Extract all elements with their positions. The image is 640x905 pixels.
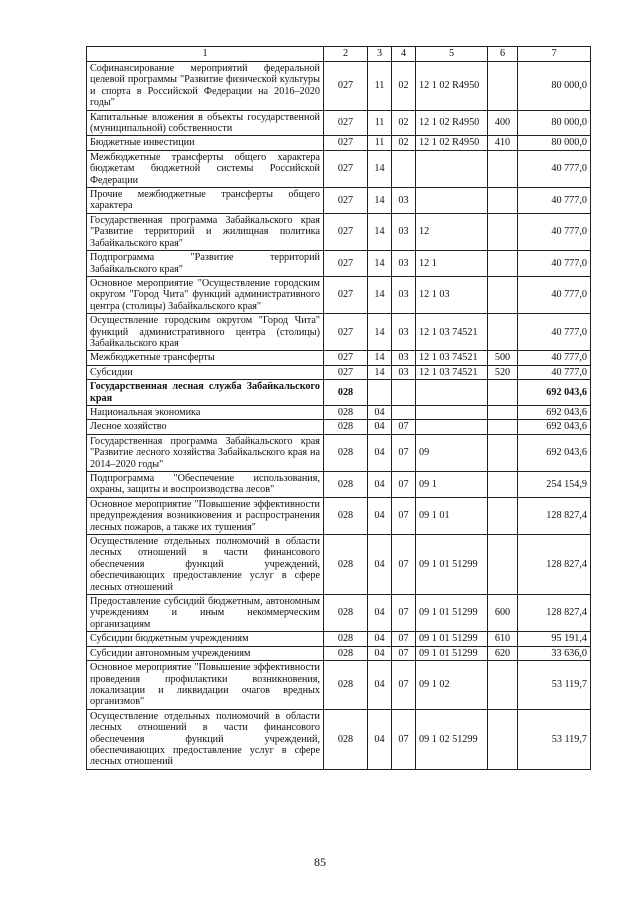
target-article-cell: 09 1 02 — [416, 661, 488, 710]
amount-cell: 80 000,0 — [518, 62, 591, 111]
table-row — [87, 62, 591, 111]
ministry-code-cell: 027 — [324, 314, 368, 351]
amount-cell: 40 777,0 — [518, 150, 591, 187]
section-code-cell: 04 — [368, 535, 392, 595]
amount-cell: 692 043,6 — [518, 380, 591, 406]
expense-type-cell — [488, 405, 518, 419]
amount-cell: 692 043,6 — [518, 405, 591, 419]
amount-cell: 40 777,0 — [518, 276, 591, 313]
table-header-row — [87, 47, 591, 62]
amount-cell: 80 000,0 — [518, 136, 591, 150]
expense-type-cell — [488, 314, 518, 351]
page-number: 85 — [314, 855, 326, 869]
table-row — [87, 136, 591, 150]
item-name-cell: Основное мероприятие "Повышение эффективности предупреждения возникновения и распространения лесных пожаров, а также их тушения" — [87, 497, 324, 534]
item-name-cell: Подпрограмма "Обеспечение использования, охраны, защиты и воспроизводства лесов" — [87, 472, 324, 498]
ministry-code-cell: 028 — [324, 632, 368, 646]
subsection-code-cell: 07 — [392, 709, 416, 769]
subsection-code-cell: 07 — [392, 472, 416, 498]
target-article-cell: 09 1 02 51299 — [416, 709, 488, 769]
subsection-code-cell: 02 — [392, 136, 416, 150]
ministry-code-cell: 027 — [324, 251, 368, 277]
section-code-cell: 14 — [368, 276, 392, 313]
table-row — [87, 632, 591, 646]
header-cell-7: 7 — [518, 47, 591, 62]
target-article-cell: 12 1 03 — [416, 276, 488, 313]
table-row — [87, 213, 591, 250]
target-article-cell: 12 1 02 R4950 — [416, 62, 488, 111]
ministry-code-cell: 028 — [324, 595, 368, 632]
item-name-cell: Межбюджетные трансферты — [87, 351, 324, 365]
ministry-code-cell: 028 — [324, 420, 368, 434]
table-row — [87, 472, 591, 498]
target-article-cell: 09 1 — [416, 472, 488, 498]
ministry-code-cell: 028 — [324, 646, 368, 660]
target-article-cell: 09 1 01 51299 — [416, 632, 488, 646]
item-name-cell: Осуществление отдельных полномочий в области лесных отношений в части финансового обеспечения функций учреждений, обеспечивающих предоставление услуг в сфере лесных отношений — [87, 535, 324, 595]
ministry-code-cell: 028 — [324, 709, 368, 769]
item-name-cell: Осуществление отдельных полномочий в области лесных отношений в части финансового обеспечения функций учреждений, обеспечивающих предоставление услуг в сфере лесных отношений — [87, 709, 324, 769]
table-row — [87, 434, 591, 471]
section-code-cell: 04 — [368, 497, 392, 534]
item-name-cell: Бюджетные инвестиции — [87, 136, 324, 150]
expense-type-cell: 500 — [488, 351, 518, 365]
section-code-cell: 04 — [368, 646, 392, 660]
amount-cell: 692 043,6 — [518, 434, 591, 471]
amount-cell: 33 636,0 — [518, 646, 591, 660]
subsection-code-cell: 02 — [392, 110, 416, 136]
subsection-code-cell — [392, 380, 416, 406]
subsection-code-cell: 07 — [392, 497, 416, 534]
expense-type-cell: 410 — [488, 136, 518, 150]
ministry-code-cell: 027 — [324, 188, 368, 214]
ministry-code-cell: 027 — [324, 365, 368, 379]
ministry-code-cell: 027 — [324, 150, 368, 187]
item-name-cell: Основное мероприятие "Повышение эффективности проведения профилактики возникновения, локализации и ликвидации очагов вредных организмов" — [87, 661, 324, 710]
amount-cell: 40 777,0 — [518, 351, 591, 365]
table-row — [87, 365, 591, 379]
target-article-cell: 12 — [416, 213, 488, 250]
ministry-code-cell: 028 — [324, 434, 368, 471]
ministry-code-cell: 027 — [324, 351, 368, 365]
subsection-code-cell: 03 — [392, 276, 416, 313]
ministry-code-cell: 027 — [324, 110, 368, 136]
header-cell-3: 3 — [368, 47, 392, 62]
expense-type-cell — [488, 497, 518, 534]
item-name-cell: Предоставление субсидий бюджетным, автономным учреждениям и иным некоммерческим организациям — [87, 595, 324, 632]
item-name-cell: Субсидии — [87, 365, 324, 379]
amount-cell: 40 777,0 — [518, 251, 591, 277]
subsection-code-cell: 03 — [392, 251, 416, 277]
section-code-cell: 11 — [368, 110, 392, 136]
item-name-cell: Прочие межбюджетные трансферты общего характера — [87, 188, 324, 214]
subsection-code-cell: 07 — [392, 535, 416, 595]
subsection-code-cell: 03 — [392, 188, 416, 214]
expense-type-cell: 400 — [488, 110, 518, 136]
ministry-code-cell: 028 — [324, 661, 368, 710]
amount-cell: 53 119,7 — [518, 709, 591, 769]
item-name-cell: Государственная программа Забайкальского края "Развитие территорий и жилищная политика Забайкальского края" — [87, 213, 324, 250]
amount-cell: 40 777,0 — [518, 314, 591, 351]
section-code-cell: 11 — [368, 62, 392, 111]
amount-cell: 128 827,4 — [518, 535, 591, 595]
header-cell-6: 6 — [488, 47, 518, 62]
expense-type-cell: 610 — [488, 632, 518, 646]
amount-cell: 128 827,4 — [518, 595, 591, 632]
target-article-cell: 09 — [416, 434, 488, 471]
target-article-cell — [416, 380, 488, 406]
amount-cell: 95 191,4 — [518, 632, 591, 646]
table-row — [87, 405, 591, 419]
amount-cell: 128 827,4 — [518, 497, 591, 534]
target-article-cell — [416, 420, 488, 434]
table-row — [87, 595, 591, 632]
item-name-cell: Лесное хозяйство — [87, 420, 324, 434]
table-row — [87, 351, 591, 365]
section-code-cell: 04 — [368, 595, 392, 632]
ministry-code-cell: 027 — [324, 276, 368, 313]
table-row — [87, 709, 591, 769]
document-page — [86, 46, 590, 770]
section-code-cell: 04 — [368, 632, 392, 646]
subsection-code-cell: 07 — [392, 646, 416, 660]
table-row — [87, 251, 591, 277]
item-name-cell: Осуществление городским округом "Город Чита" функций административного центра (столицы) Забайкальского края — [87, 314, 324, 351]
expense-type-cell — [488, 188, 518, 214]
section-code-cell: 14 — [368, 351, 392, 365]
ministry-code-cell: 027 — [324, 136, 368, 150]
ministry-code-cell: 027 — [324, 213, 368, 250]
target-article-cell: 12 1 03 74521 — [416, 314, 488, 351]
expense-type-cell — [488, 380, 518, 406]
section-code-cell: 14 — [368, 251, 392, 277]
ministry-code-cell: 027 — [324, 62, 368, 111]
target-article-cell: 12 1 03 74521 — [416, 365, 488, 379]
expense-type-cell: 600 — [488, 595, 518, 632]
ministry-code-cell: 028 — [324, 380, 368, 406]
expense-type-cell — [488, 661, 518, 710]
item-name-cell: Межбюджетные трансферты общего характера бюджетам бюджетной системы Российской Федерации — [87, 150, 324, 187]
section-code-cell: 04 — [368, 472, 392, 498]
table-row — [87, 276, 591, 313]
expense-type-cell — [488, 62, 518, 111]
item-name-cell: Субсидии бюджетным учреждениям — [87, 632, 324, 646]
section-code-cell: 14 — [368, 314, 392, 351]
budget-table — [86, 46, 591, 770]
target-article-cell: 09 1 01 — [416, 497, 488, 534]
subsection-code-cell: 07 — [392, 661, 416, 710]
subsection-code-cell: 03 — [392, 314, 416, 351]
expense-type-cell — [488, 150, 518, 187]
table-row — [87, 314, 591, 351]
item-name-cell: Основное мероприятие "Осуществление городским округом "Город Чита" функций административного центра (столицы) Забайкальского края" — [87, 276, 324, 313]
expense-type-cell — [488, 420, 518, 434]
expense-type-cell — [488, 251, 518, 277]
amount-cell: 40 777,0 — [518, 188, 591, 214]
amount-cell: 80 000,0 — [518, 110, 591, 136]
section-code-cell: 14 — [368, 365, 392, 379]
expense-type-cell — [488, 276, 518, 313]
section-code-cell: 04 — [368, 420, 392, 434]
expense-type-cell — [488, 213, 518, 250]
expense-type-cell — [488, 434, 518, 471]
header-cell-5: 5 — [416, 47, 488, 62]
table-row — [87, 380, 591, 406]
subsection-code-cell: 07 — [392, 595, 416, 632]
target-article-cell — [416, 188, 488, 214]
item-name-cell: Государственная программа Забайкальского края "Развитие лесного хозяйства Забайкальского края на 2014–2020 годы" — [87, 434, 324, 471]
item-name-cell: Подпрограмма "Развитие территорий Забайкальского края" — [87, 251, 324, 277]
subsection-code-cell: 03 — [392, 365, 416, 379]
header-cell-4: 4 — [392, 47, 416, 62]
ministry-code-cell: 028 — [324, 405, 368, 419]
ministry-code-cell: 028 — [324, 472, 368, 498]
target-article-cell: 12 1 — [416, 251, 488, 277]
item-name-cell: Государственная лесная служба Забайкальского края — [87, 380, 324, 406]
table-row — [87, 150, 591, 187]
target-article-cell: 12 1 02 R4950 — [416, 136, 488, 150]
section-code-cell: 11 — [368, 136, 392, 150]
expense-type-cell — [488, 535, 518, 595]
table-row — [87, 535, 591, 595]
table-row — [87, 188, 591, 214]
item-name-cell: Софинансирование мероприятий федеральной целевой программы "Развитие физической культуры и спорта в Российской Федерации на 2016–2020 годы" — [87, 62, 324, 111]
subsection-code-cell — [392, 405, 416, 419]
amount-cell: 53 119,7 — [518, 661, 591, 710]
amount-cell: 692 043,6 — [518, 420, 591, 434]
target-article-cell: 09 1 01 51299 — [416, 646, 488, 660]
subsection-code-cell: 07 — [392, 420, 416, 434]
item-name-cell: Капитальные вложения в объекты государственной (муниципальной) собственности — [87, 110, 324, 136]
table-row — [87, 110, 591, 136]
ministry-code-cell: 028 — [324, 535, 368, 595]
target-article-cell — [416, 405, 488, 419]
target-article-cell: 09 1 01 51299 — [416, 595, 488, 632]
target-article-cell: 12 1 02 R4950 — [416, 110, 488, 136]
section-code-cell — [368, 380, 392, 406]
expense-type-cell — [488, 472, 518, 498]
table-row — [87, 420, 591, 434]
header-cell-1: 1 — [87, 47, 324, 62]
header-cell-2: 2 — [324, 47, 368, 62]
amount-cell: 40 777,0 — [518, 213, 591, 250]
section-code-cell: 04 — [368, 709, 392, 769]
section-code-cell: 14 — [368, 150, 392, 187]
expense-type-cell: 520 — [488, 365, 518, 379]
target-article-cell: 12 1 03 74521 — [416, 351, 488, 365]
subsection-code-cell: 02 — [392, 62, 416, 111]
amount-cell: 40 777,0 — [518, 365, 591, 379]
table-row — [87, 497, 591, 534]
ministry-code-cell: 028 — [324, 497, 368, 534]
target-article-cell — [416, 150, 488, 187]
expense-type-cell — [488, 709, 518, 769]
subsection-code-cell: 03 — [392, 351, 416, 365]
amount-cell: 254 154,9 — [518, 472, 591, 498]
table-row — [87, 661, 591, 710]
item-name-cell: Субсидии автономным учреждениям — [87, 646, 324, 660]
section-code-cell: 14 — [368, 213, 392, 250]
section-code-cell: 04 — [368, 405, 392, 419]
section-code-cell: 14 — [368, 188, 392, 214]
subsection-code-cell: 07 — [392, 632, 416, 646]
expense-type-cell: 620 — [488, 646, 518, 660]
target-article-cell: 09 1 01 51299 — [416, 535, 488, 595]
table-row — [87, 646, 591, 660]
item-name-cell: Национальная экономика — [87, 405, 324, 419]
section-code-cell: 04 — [368, 661, 392, 710]
subsection-code-cell — [392, 150, 416, 187]
subsection-code-cell: 03 — [392, 213, 416, 250]
section-code-cell: 04 — [368, 434, 392, 471]
subsection-code-cell: 07 — [392, 434, 416, 471]
